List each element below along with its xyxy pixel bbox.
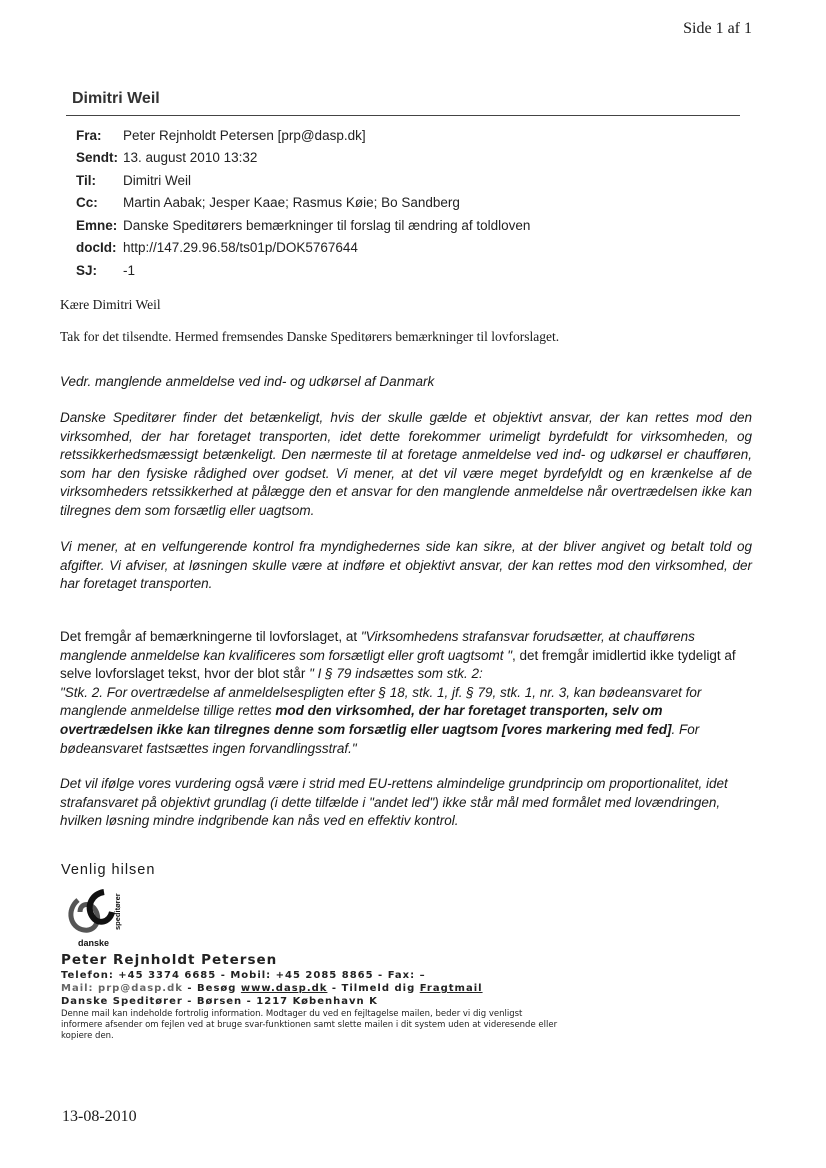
docid-label: docId:	[76, 240, 117, 256]
subscribe-label: - Tilmeld dig	[331, 983, 416, 994]
signature-phone: Telefon: +45 3374 6685 - Mobil: +45 2085 8865 - Fax: –	[61, 970, 426, 981]
danske-speditorer-logo	[64, 884, 130, 950]
paragraph-remarks	[60, 628, 752, 758]
subject-value: Danske Speditørers bemærkninger til forslag til ændring af toldloven	[123, 217, 531, 233]
subject-label: Emne:	[76, 217, 118, 233]
sent-label: Sendt:	[76, 150, 118, 166]
sj-label: SJ:	[76, 262, 98, 278]
header-row-sj	[76, 259, 530, 282]
header-row-subject	[76, 214, 530, 237]
page-number: Side 1 af 1	[683, 20, 752, 37]
from-value: Peter Rejnholdt Petersen [prp@dasp.dk]	[123, 127, 366, 143]
email-header	[76, 124, 530, 282]
footer-date: 13-08-2010	[62, 1108, 137, 1125]
remarks-bold-quote: mod den virksomhed, der har foretaget transporten, selv om overtrædelsen ikke kan tilregnes denne som forsætlig eller uagtsom [vores markering med fed]	[60, 703, 672, 737]
remarks-intro: Det fremgår af bemærkningerne til lovforslaget, at	[60, 629, 361, 644]
header-row-sent	[76, 147, 530, 170]
paragraph-control: Vi mener, at en velfungerende kontrol fra myndighedernes side kan sikre, at der bliver angivet og betalt told og afgifter. Vi afviser, at løsningen skulle være at indføre et objektivt ansvar, der kan rettes mod den virksomhed, der har foretaget transporten.	[60, 539, 752, 592]
header-row-to	[76, 169, 530, 192]
intro-text: Tak for det tilsendte. Hermed fremsendes Danske Speditørers bemærkninger til lovforslaget.	[60, 329, 560, 344]
mail-label: Mail:	[61, 983, 94, 994]
to-label: Til:	[76, 172, 96, 188]
visit-label: - Besøg	[187, 983, 237, 994]
cc-label: Cc:	[76, 195, 98, 211]
header-row-docid	[76, 237, 530, 260]
remarks-section-ref: " I § 79 indsættes som stk. 2:	[309, 666, 483, 682]
closing: Venlig hilsen	[61, 862, 156, 878]
logo-top-text: speditører	[113, 893, 122, 930]
recipient-name: Dimitri Weil	[72, 90, 160, 107]
signature-links	[61, 983, 561, 994]
paragraph-topic: Vedr. manglende anmeldelse ved ind- og udkørsel af Danmark	[60, 374, 435, 389]
signature-name: Peter Rejnholdt Petersen	[61, 952, 278, 968]
to-value: Dimitri Weil	[123, 172, 191, 188]
website-link[interactable]: www.dasp.dk	[240, 983, 328, 994]
sent-value: 13. august 2010 13:32	[123, 150, 258, 166]
header-divider	[66, 115, 740, 116]
sj-value: -1	[123, 262, 136, 278]
mail-link[interactable]: prp@dasp.dk	[98, 983, 183, 994]
greeting: Kære Dimitri Weil	[60, 297, 161, 312]
header-row-from	[76, 124, 530, 147]
logo-bottom-text: danske	[78, 938, 110, 948]
email-signature	[61, 952, 561, 1042]
header-row-cc	[76, 192, 530, 215]
docid-value: http://147.29.96.58/ts01p/DOK5767644	[123, 240, 358, 256]
fragtmail-link[interactable]: Fragtmail	[419, 983, 483, 994]
paragraph-proportionality: Det vil ifølge vores vurdering også være i strid med EU-rettens almindelige grundprincip om proportionalitet, idet strafansvaret på objektivt grundlag (i dette tilfælde i "andet led") ikke står mål med formålet med lovændringen, hvilken løsning mindre indgribende kan nås ved en effektiv kontrol.	[60, 776, 728, 829]
paragraph-objection: Danske Speditører finder det betænkeligt, hvis der skulle gælde et objektivt ansvar, der kan rettes mod den virksomhed, der har foretaget transporten, idet dette forekommer urimeligt byrdefuldt for virksomheden, og retssikkerhedsmæssigt betænkeligt. Den nærmeste til at foretage anmeldelse ved ind- og udkørsel er chaufføren, som har den fysiske rådighed over godset. Vi mener, at det vil være meget byrdefyldt og en krænkelse af de virksomheders retssikkerhed at pålægge den et ansvar for den manglende anmeldelse når overtrædelsen ikke kan tilregnes dem som forsætlig eller uagtsom.	[60, 410, 752, 518]
remarks-quote: "Virksomhedens strafansvar forudsætter, at chaufførens manglende anmeldelse kan kvalificeres som forsætligt eller groft uagtsomt "	[60, 629, 695, 663]
signature-disclaimer: Denne mail kan indeholde fortrolig information. Modtager du ved en fejltagelse mailen, beder vi dig venligst informere afsender om fejlen ved at bruge svar-funktionen samt slette mailen i dit system uden at videresende eller kopiere den.	[61, 1009, 558, 1041]
remarks-end-quote: . For bødeansvaret fastsættes ingen forvandlingsstraf."	[60, 721, 700, 756]
remarks-stk-quote: "Stk. 2. For overtrædelse af anmeldelsespligten efter § 18, stk. 1, jf. § 79, stk. 1, nr. 3, kan bødeansvaret for manglende anmeldelse tillige rettes	[60, 684, 702, 719]
signature-address: Danske Speditører - Børsen - 1217 København K	[61, 996, 378, 1007]
remarks-middle: , det fremgår imidlertid ikke tydeligt af selve lovforslaget tekst, hvor der blot står	[60, 647, 736, 682]
from-label: Fra:	[76, 127, 102, 143]
cc-value: Martin Aabak; Jesper Kaae; Rasmus Køie; Bo Sandberg	[123, 195, 460, 211]
